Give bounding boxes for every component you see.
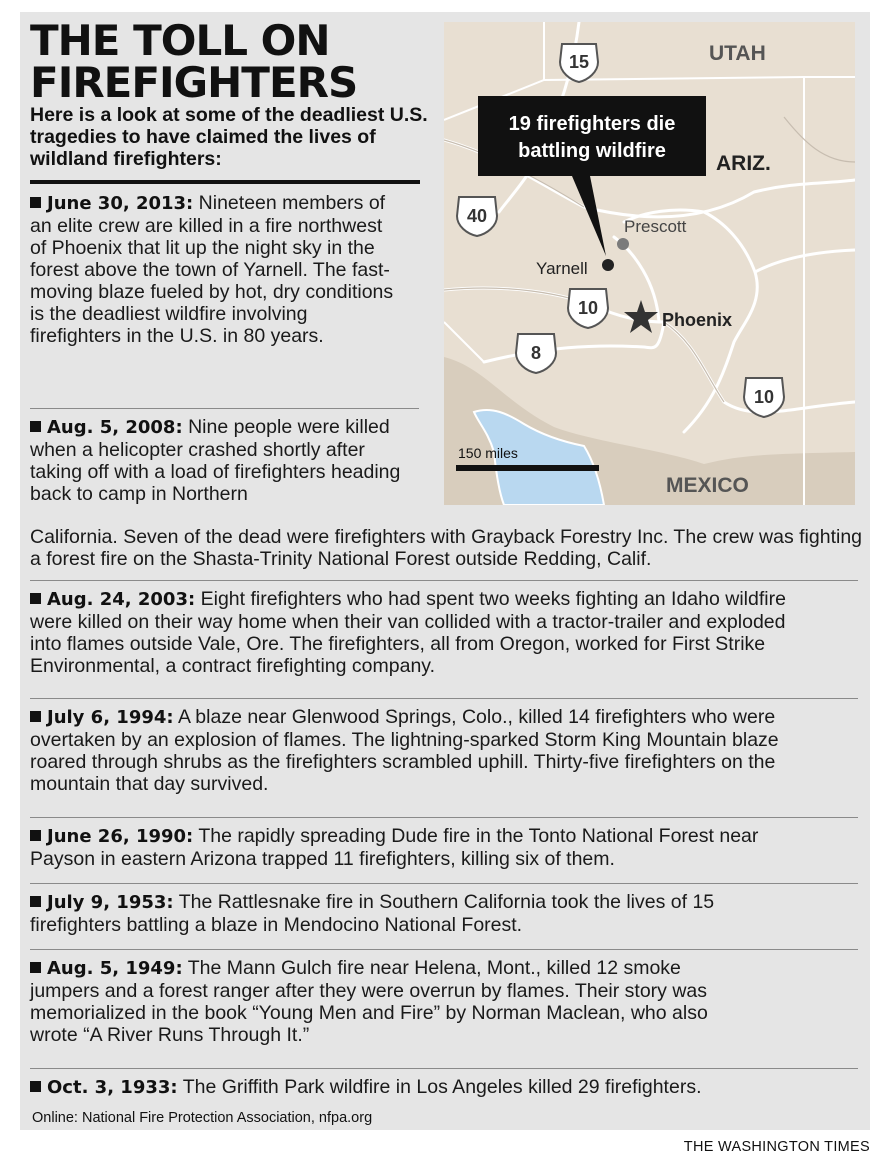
shield-40-label: 40 — [466, 206, 488, 226]
bullet-icon — [30, 197, 41, 208]
bullet-icon — [30, 830, 41, 841]
entry-date: Oct. 3, 1933: — [47, 1077, 178, 1098]
yarnell-marker — [602, 259, 614, 271]
entry-text: Nineteen members of an elite crew are killed in a fire northwest of Phoenix that lit up the night sky in the forest above the town of Yarnell. The fast-moving blaze fueled by hot, dry conditions is the deadliest wildfire involving firefighters in the U.S. in 80 years. — [30, 192, 394, 347]
prescott-marker — [617, 238, 629, 250]
entry-1994 — [30, 706, 790, 795]
entry-2008-part-1 — [30, 416, 415, 505]
headline — [30, 16, 358, 107]
entry-text: The Mann Gulch fire near Helena, Mont., killed 12 smoke jumpers and a forest ranger after they were overrun by flames. Their story was memorialized in the book “Young Men and Fire” by Norman Maclean, who also wrote “A River Runs Through It.” — [30, 957, 708, 1046]
shield-10-west-label: 10 — [577, 298, 599, 318]
scale-bar — [456, 465, 599, 471]
shield-8-label: 8 — [530, 343, 542, 363]
label-yarnell: Yarnell — [536, 259, 588, 278]
headline-line-2: FIREFIGHTERS — [30, 58, 358, 107]
entry-text: Eight firefighters who had spent two weeks fighting an Idaho wildfire were killed on their way home when their van collided with a tractor-trailer and exploded into flames outside Vale, Ore. The firefighters, all from Oregon, worked for First Strike Environmental, a contract firefighting company. — [30, 588, 786, 677]
entry-2003 — [30, 588, 820, 677]
label-phoenix: Phoenix — [662, 310, 733, 330]
source-note: Online: National Fire Protection Association, nfpa.org — [32, 1110, 373, 1126]
label-ariz: ARIZ. — [716, 152, 771, 175]
callout-box — [478, 96, 706, 176]
bullet-icon — [30, 421, 41, 432]
entry-date: Aug. 5, 2008: — [47, 417, 183, 438]
bullet-icon — [30, 593, 41, 604]
shield-15-label: 15 — [568, 52, 590, 72]
entry-1949 — [30, 957, 750, 1046]
bullet-icon — [30, 1081, 41, 1092]
callout-line-1: 19 firefighters die — [508, 113, 676, 135]
entry-date: July 9, 1953: — [47, 892, 174, 913]
entry-2008-part-2 — [30, 526, 870, 570]
entry-date: June 26, 1990: — [47, 826, 194, 847]
entry-date: Aug. 5, 1949: — [47, 958, 183, 979]
shield-10-east-label: 10 — [753, 387, 775, 407]
scale-label: 150 miles — [458, 445, 518, 461]
label-utah: UTAH — [709, 42, 766, 65]
callout-line-2: battling wildfire — [518, 140, 666, 162]
entry-text: The Rattlesnake fire in Southern California took the lives of 15 firefighters battling a blaze in Mendocino National Forest. — [30, 891, 715, 936]
divider — [30, 580, 858, 581]
divider — [30, 883, 858, 884]
divider — [30, 698, 858, 699]
entry-text: The rapidly spreading Dude fire in the Tonto National Forest near Payson in eastern Arizona trapped 11 firefighters, killing six of them. — [30, 825, 759, 870]
headline-line-1: THE TOLL ON — [30, 16, 330, 65]
bullet-icon — [30, 711, 41, 722]
entry-2013 — [30, 192, 400, 347]
bullet-icon — [30, 962, 41, 973]
entry-1990 — [30, 825, 820, 870]
entry-text: A blaze near Glenwood Springs, Colo., killed 14 firefighters who were overtaken by an explosion of flames. The lightning-sparked Storm King Mountain blaze roared through shrubs as the firefighters scrambled uphill. Thirty-five firefighters on the mountain that day survived. — [30, 706, 779, 795]
label-mexico: MEXICO — [666, 474, 749, 497]
divider — [30, 949, 858, 950]
divider — [30, 408, 419, 409]
bullet-icon — [30, 896, 41, 907]
entry-text: Nine people were killed when a helicopter crashed shortly after taking off with a load of firefighters heading back to camp in Northern — [30, 416, 401, 505]
entry-text: The Griffith Park wildfire in Los Angeles killed 29 firefighters. — [182, 1076, 702, 1098]
entry-date: Aug. 24, 2003: — [47, 589, 196, 610]
entry-date: July 6, 1994: — [47, 707, 174, 728]
header-rule — [30, 180, 420, 184]
divider — [30, 1068, 858, 1069]
credit-line: THE WASHINGTON TIMES — [683, 1139, 870, 1155]
entry-date: June 30, 2013: — [47, 193, 194, 214]
arizona-map — [444, 22, 855, 505]
entry-text: California. Seven of the dead were firefighters with Grayback Forestry Inc. The crew was fighting a forest fire on the Shasta-Trinity National Forest outside Redding, Calif. — [30, 526, 863, 570]
entry-1933 — [30, 1076, 860, 1099]
subtitle: Here is a look at some of the deadliest U.S. tragedies to have claimed the lives of wildland firefighters: — [30, 104, 428, 170]
label-prescott: Prescott — [624, 217, 687, 236]
entry-1953 — [30, 891, 770, 936]
divider — [30, 817, 858, 818]
